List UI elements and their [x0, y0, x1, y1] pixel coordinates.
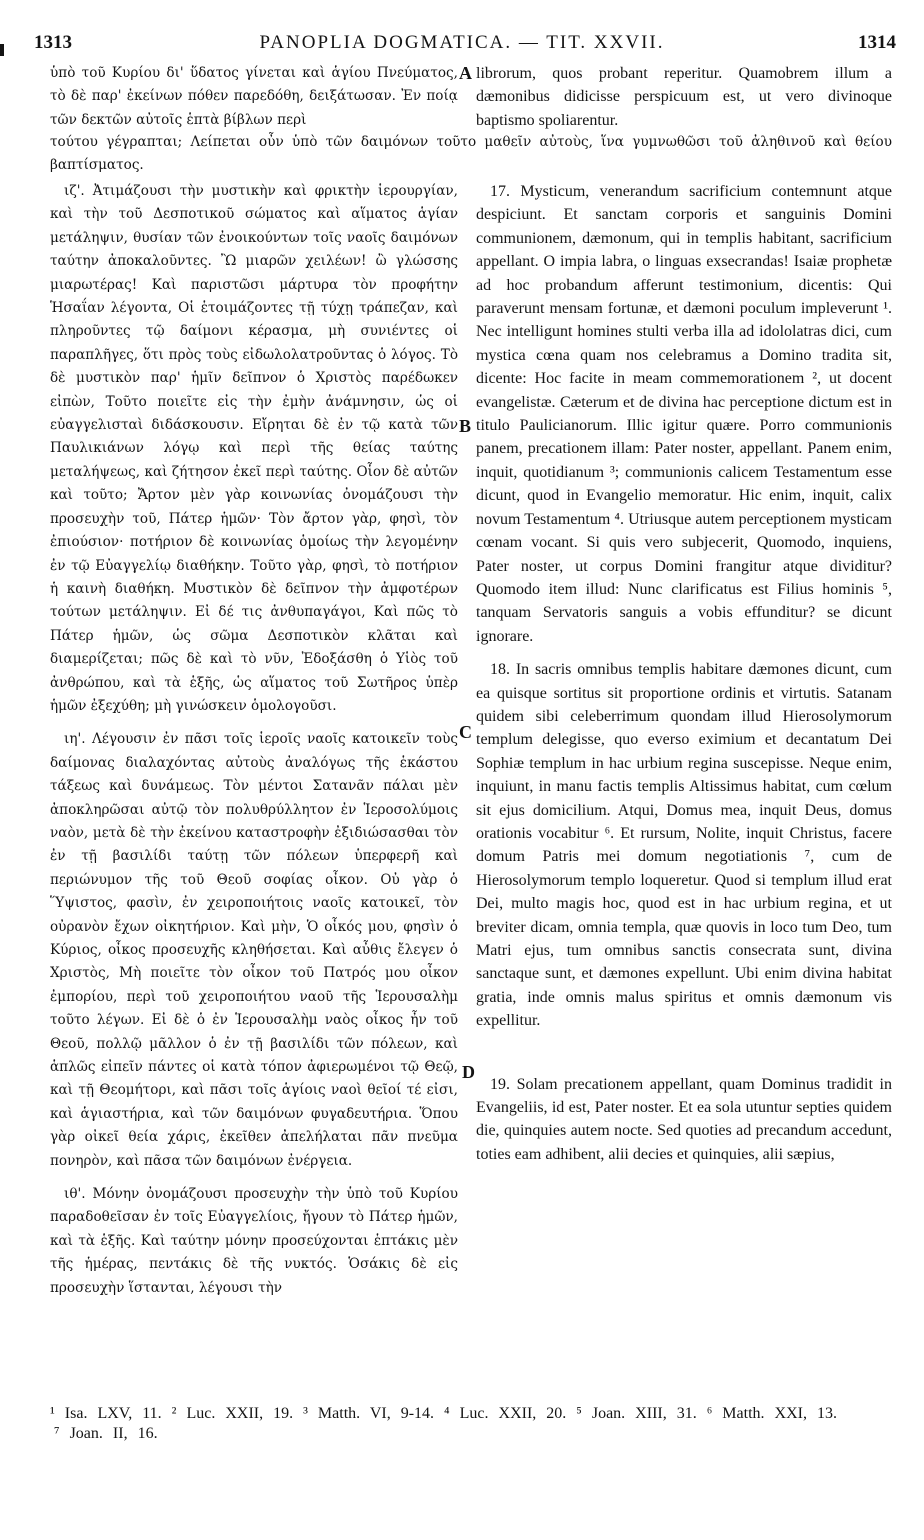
- running-title: PANOPLIA DOGMATICA. — TIT. XXVII.: [259, 32, 665, 53]
- greek-tail-text: τούτου γέγραπται; Λείπεται οὖν ὑπὸ τῶν δαιμόνων τοῦτο μαθεῖν αὐτοὺς, ἵνα γυμνωθῶσι τοῦ ἀληθινοῦ καὶ θείου βαπτίσματος.: [50, 134, 892, 174]
- latin-section-18: 18. In sacris omnibus templis habitare dæmones dicunt, cum ea quisque sortitus sit proportione ordinis et virtutis. Satanam quidem sibi celeberrimum quondam illud Hierosolymorum templum delegisse, quo everso eximium et decantatum Dei Sophiæ templum in hac urbium regina suscepisse. Neque enim, inquiunt, in manu factis templis Altissimus habitat, cum cœlum sit ejus domicilium. Atqui, Domus mea, inquit Deus, domus orationis vocabitur ⁶. Et rursum, Nolite, inquit Christus, facere domum Patris mei domum negotiationis ⁷, cum de Hierosolymorum templo loqueretur. Quod si templum illud erat Dei, multo magis hoc, quod est in hac urbium regina, et ut breviter dicam, omnia templa, quæ quovis in loco tum Deo, tum Matri ejus, tum omnibus sanctis consecrata sunt, divina sanctaque sunt, et dæmones expellunt. Ubi enim divina habitat gratia, inde omnis malus spiritus et omnis dæmonum vis expellitur.: [476, 661, 892, 1030]
- latin-column: [476, 62, 892, 1166]
- left-page-number: 1313: [34, 32, 72, 53]
- section-marker-d: D: [462, 1062, 475, 1082]
- greek-section-17: ιζ'. Ἀτιμάζουσι τὴν μυστικὴν καὶ φρικτὴν ἱερουργίαν, καὶ τὴν τοῦ Δεσποτικοῦ σώματος καὶ αἵματος ἁγίαν μετάληψιν, θυσίαν τῶν ἐνοικούντων τοῖς ναοῖς δαιμόνων ταύτην ἀποκαλοῦντες. Ὢ μιαρῶν χειλέων! ὢ γλώσσης μιαρωτέρας! Καὶ παριστῶσι μάρτυρα τὸν προφήτην Ἡσαΐαν λέγοντα, Οἱ ἑτοιμάζοντες τῇ τύχῃ τράπεζαν, καὶ πληροῦντες τῷ δαίμονι κέρασμα, μὴ συνιέντες οἱ παραπλῆγες, ὅτι πρὸς τοὺς εἰδωλολατροῦντας ὁ λόγος. Τὸ δὲ μυστικὸν παρ' ἡμῖν δεῖπνον ὁ Χριστὸς παρέδωκεν εἰπὼν, Τοῦτο ποιεῖτε εἰς τὴν ἐμὴν ἀνάμνησιν, ὡς οἱ εὐαγγελισταὶ διδάσκουσιν. Εἴρηται δὲ ἐν τῷ κατὰ τῶν Παυλικιάνων λόγῳ καὶ περὶ τῆς θείας ταύτης μεταλήψεως, καὶ ζήτησον ἐκεῖ περὶ ταύτης. Οἷον δὲ αὐτῶν καὶ τοῦτο; Ἄρτον μὲν γὰρ κοινωνίας ὀνομάζουσι τὴν προσευχὴν τοῦ, Πάτερ ἡμῶν· Τὸν ἄρτον γὰρ, φησὶ, τὸν ἐπιούσιον· ποτήριον δὲ κοινωνίας ὁμοίως τὴν λεγομένην ἐν τῷ Εὐαγγελίῳ διαθήκην. Τοῦτο γὰρ, φησὶ, τὸ ποτήριον ἡ καινὴ διαθήκη. Μυστικὸν δὲ δεῖπνον τὴν ἀμφοτέρων τούτων μετάληψιν. Εἰ δέ τις ἀνθυπαγάγοι, Καὶ πῶς τὸ Πάτερ ἡμῶν, ὡς σῶμα Δεσποτικὸν κλᾶται καὶ διαμερίζεται; πῶς δὲ καὶ τὸ νῦν, Ἐδοξάσθη ὁ Υἱὸς τοῦ ἀνθρώπου, καὶ τὰ ἑξῆς, ὡς αἵματος τοῦ Σωτῆρος ὑπὲρ ἡμῶν ἐξεχύθη; μὴ γινώσκειν ὁμολογοῦσι.: [50, 183, 458, 714]
- margin-tick: [0, 44, 4, 56]
- page-header: [0, 28, 924, 56]
- section-marker-c: C: [459, 722, 472, 742]
- spacer: [476, 132, 892, 180]
- footnote-line-2: ⁷ Joan. II, 16.: [54, 1425, 158, 1442]
- right-page-number: 1314: [858, 32, 896, 53]
- greek-section-19: ιθ'. Μόνην ὀνομάζουσι προσευχὴν τὴν ὑπὸ τοῦ Κυρίου παραδοθεῖσαν ἐν τοῖς Εὐαγγελίοις, ἤγουν τὸ Πάτερ ἡμῶν, καὶ τὰ ἑξῆς. Καὶ ταύτην μόνην προσεύχονται ἑπτάκις μὲν τῆς ἡμέρας, πεντάκις δὲ τῆς νυκτός. Ὁσάκις δὲ εἰς προσευχὴν ἵστανται, λέγουσι τὴν: [50, 1186, 458, 1296]
- footnote-line-1: ¹ Isa. LXV, 11. ² Luc. XXII, 19. ³ Matth. VI, 9-14. ⁴ Luc. XXII, 20. ⁵ Joan. XIII, 31. ⁶ Matth. XXI, 13.: [50, 1405, 837, 1422]
- spacer: [50, 1173, 458, 1183]
- latin-section-17: 17. Mysticum, venerandum sacrificium contemnunt atque despiciunt. Et sanctam corporis et sanguinis Domini communionem, dæmonum, qui in templis habitant, sacrificium appellant. O impia labra, o linguas exsecrandas! Isaiæ prophetæ ad hoc probandum afferunt testimonium, dicentis: Qui paraverunt mensam fortunæ, et dæmoni poculum impleverunt ¹. Nec intelligunt homines stulti verba illa ad idololatras dici, cum mystica cœna quam nos celebramus a Domino tradita sit, dicente: Hoc facite in meam commemorationem ², ut docent evangelistæ. Cæterum et de divina hac perceptione dictum est in titulo Paulicianorum. Illic igitur quære. Porro communionis panem, precationem illam: Pater noster, appellant. Panem enim, inquit, quotidianum ³; communionis calicem Testamentum esse dicunt, quod in Evangelio memoratur. Hic enim, inquit, calix novum Testamentum ⁴. Utriusque autem perceptionem mysticam cœnam vocant. Si quis vero subjecerit, Quomodo, inquiens, Pater noster, ut corpus Domini frangitur atque dividitur? Quomodo item illud: Nunc clarificatus est Filius hominis ⁵, tanquam Servatoris sanguis a vobis effunditur? se dicunt ignorare.: [476, 183, 892, 645]
- footnotes: [50, 1404, 900, 1444]
- greek-top-text: ὑπὸ τοῦ Κυρίου δι' ὕδατος γίνεται καὶ ἁγίου Πνεύματος, τὸ δὲ παρ' ἐκείνων πόθεν παρεδόθη, δειξάτωσαν. Ἐν ποίᾳ τῶν δεκτῶν αὐτοῖς ἑπτὰ βίβλων περὶ: [50, 65, 458, 128]
- latin-section-19: 19. Solam precationem appellant, quam Dominus tradidit in Evangeliis, id est, Pater noster. Et ea sola utuntur septies quidem die, quinquies autem nocte. Sed quoties ad precandum accedunt, toties eam adhibent, alii decies et quinquies, alii sæpius,: [476, 1075, 892, 1163]
- spacer: [50, 718, 458, 728]
- section-marker-b: B: [459, 416, 472, 436]
- latin-top-text: librorum, quos probant reperitur. Quamobrem illum a dæmonibus didicisse perspicuum est, ut vero divinoque baptismo spoliarentur.: [476, 65, 892, 129]
- section-marker-a: A: [459, 63, 472, 83]
- spacer: [476, 1033, 892, 1073]
- greek-section-18: ιη'. Λέγουσιν ἐν πᾶσι τοῖς ἱεροῖς ναοῖς κατοικεῖν τοὺς δαίμονας διαλαχόντας αὐτοὺς ἀναλόγως τῆς ἑκάστου τάξεως καὶ δυνάμεως. Τὸν μέντοι Σατανᾶν πάλαι μὲν ἀποκληρῶσαι αὐτῷ τὸν πολυθρύλλητον ἐν Ἱεροσολύμοις ναὸν, μετὰ δὲ τὴν ἐκείνου καταστροφὴν ἐξιδιώσασθαι τὸν ἐν τῇ βασιλίδι ταύτῃ τῶν πόλεων ὑπερφερῆ καὶ περιώνυμον τῆς τοῦ Θεοῦ σοφίας οἶκον. Οὐ γὰρ ὁ Ὕψιστος, φασὶν, ἐν χειροποιήτοις ναοῖς κατοικεῖ, τὸν οὐρανὸν ἔχων οἰκητήριον. Καὶ μὴν, Ὁ οἶκός μου, φησὶν ὁ Κύριος, οἶκος προσευχῆς κληθήσεται. Καὶ αὖθις ἔλεγεν ὁ Χριστὸς, Μὴ ποιεῖτε τὸν οἶκον τοῦ Πατρός μου οἶκον ἐμπορίου, περὶ τοῦ χειροποιήτου ναοῦ τῆς Ἱερουσαλὴμ τοῦτο λέγων. Εἰ δὲ ὁ ἐν Ἱερουσαλὴμ ναὸς οἶκος ἦν τοῦ Θεοῦ, πολλῷ μᾶλλον ὁ ἐν τῇ βασιλίδι τῶν πόλεων, καὶ ἁπλῶς εἰπεῖν πάντες οἱ κατὰ τόπον ἀφιερωμένοι τῷ Θεῷ, καὶ τῇ Θεομήτορι, καὶ πᾶσι τοῖς ἁγίοις ναοὶ θεῖοί τέ εἰσι, καὶ ἁγιαστήρια, καὶ τῶν δαιμόνων φυγαδευτήρια. Ὅπου γὰρ οἰκεῖ θεία χάρις, ἐκεῖθεν ἀπελήλαται πᾶν πνεῦμα πονηρὸν, καὶ πᾶσα τῶν δαιμόνων ἐνέργεια.: [50, 731, 458, 1169]
- greek-column: [50, 62, 458, 1300]
- spacer: [476, 648, 892, 658]
